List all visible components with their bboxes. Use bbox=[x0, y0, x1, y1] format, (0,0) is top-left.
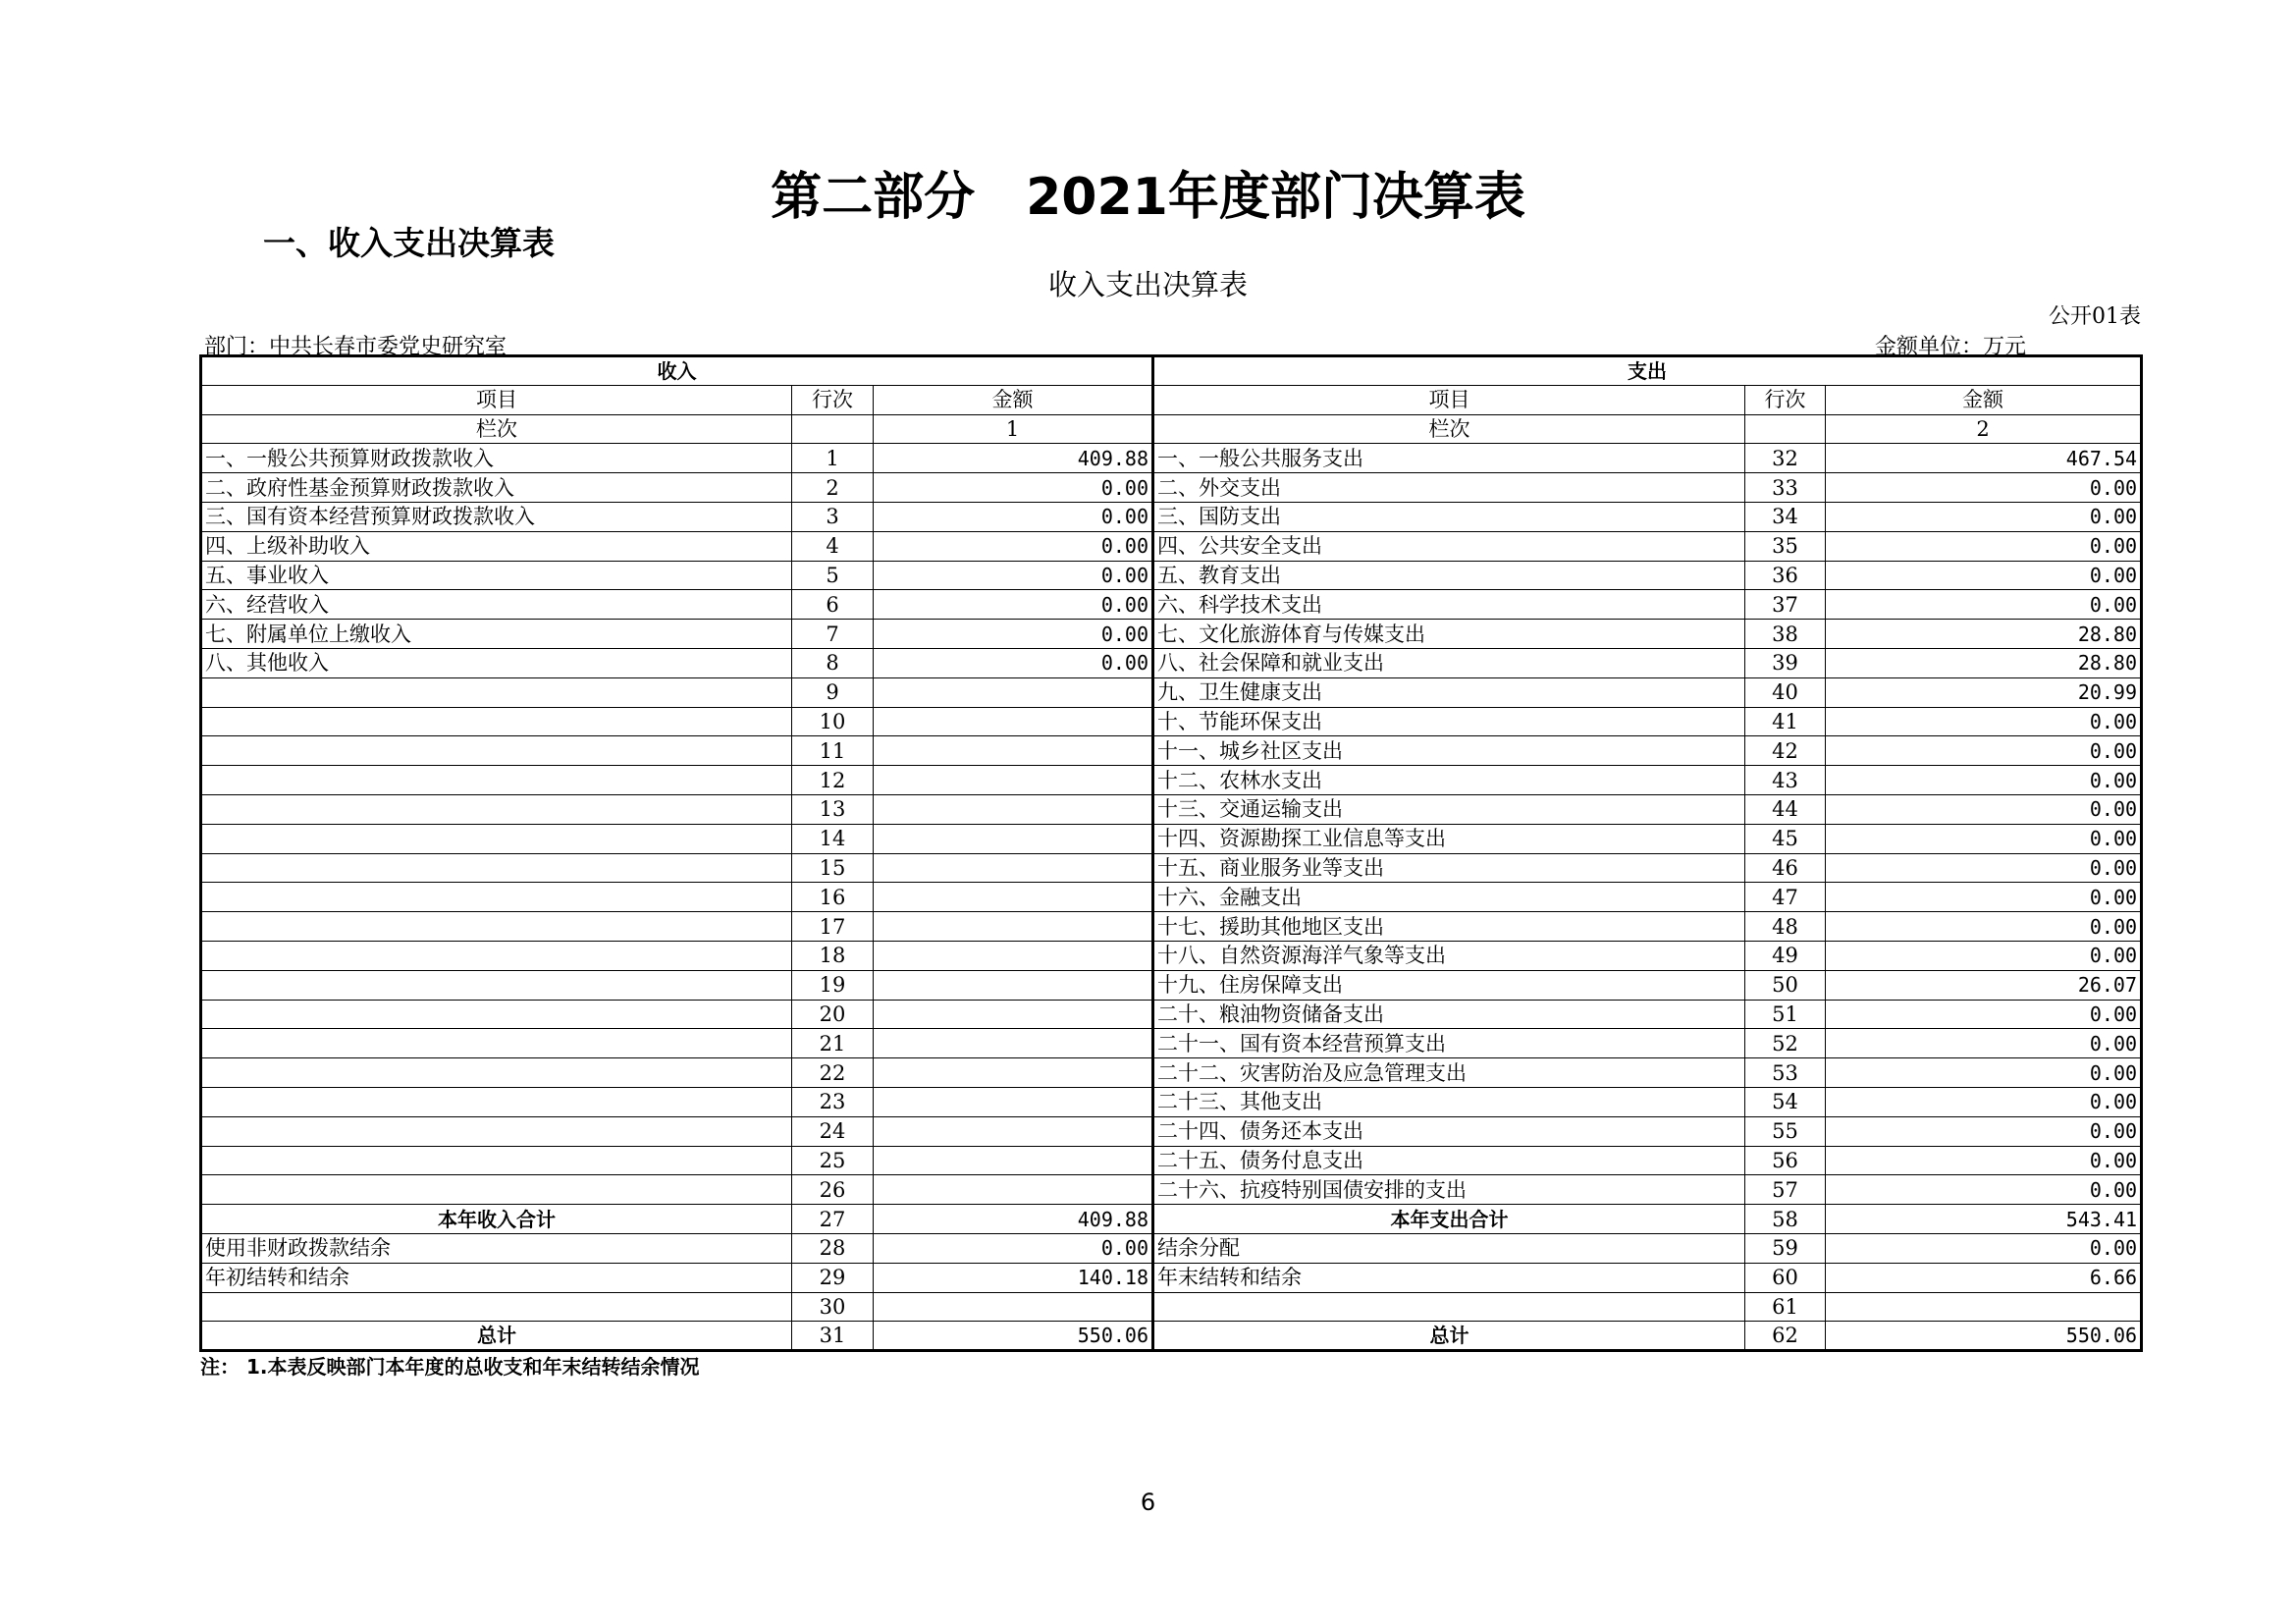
table-row bbox=[201, 912, 2142, 942]
expense-amount-cell bbox=[1826, 1292, 2142, 1322]
table-row bbox=[201, 1175, 2142, 1205]
income-rowno-cell: 24 bbox=[792, 1116, 874, 1146]
table-note: 注： 1.本表反映部门本年度的总收支和年末结转结余情况 bbox=[200, 1355, 700, 1379]
income-rowno-cell: 2 bbox=[792, 473, 874, 503]
expense-amount-cell: 467.54 bbox=[1826, 444, 2142, 473]
expense-amount-cell: 0.00 bbox=[1826, 707, 2142, 736]
expense-amount-cell: 0.00 bbox=[1826, 502, 2142, 531]
income-rowno-cell: 25 bbox=[792, 1146, 874, 1175]
expense-item-cell: 二十一、国有资本经营预算支出 bbox=[1153, 1029, 1745, 1058]
expense-item-cell: 二十五、债务付息支出 bbox=[1153, 1146, 1745, 1175]
expense-column-no-label: 栏次 bbox=[1153, 414, 1745, 444]
income-item-cell bbox=[201, 707, 792, 736]
income-rowno-cell: 20 bbox=[792, 1000, 874, 1029]
income-column-no-label: 栏次 bbox=[201, 414, 792, 444]
expense-amount-cell: 0.00 bbox=[1826, 1000, 2142, 1029]
income-rowno-cell: 31 bbox=[792, 1322, 874, 1351]
income-amount-cell: 0.00 bbox=[874, 502, 1153, 531]
expense-amount-cell: 0.00 bbox=[1826, 794, 2142, 824]
income-amount-cell: 0.00 bbox=[874, 620, 1153, 649]
income-amount-cell bbox=[874, 970, 1153, 1000]
table-row bbox=[201, 1000, 2142, 1029]
income-rowno-cell: 28 bbox=[792, 1233, 874, 1263]
income-item-cell bbox=[201, 766, 792, 795]
expense-amount-cell: 0.00 bbox=[1826, 853, 2142, 883]
expense-item-cell: 结余分配 bbox=[1153, 1233, 1745, 1263]
table-row bbox=[201, 1029, 2142, 1058]
expense-item-cell: 十二、农林水支出 bbox=[1153, 766, 1745, 795]
unit-label: 金额单位：万元 bbox=[1875, 335, 2027, 359]
expense-item-cell: 六、科学技术支出 bbox=[1153, 590, 1745, 620]
expense-amount-cell: 0.00 bbox=[1826, 1058, 2142, 1088]
expense-rowno-cell: 49 bbox=[1745, 941, 1826, 970]
table-row bbox=[201, 473, 2142, 503]
income-rowno-cell: 15 bbox=[792, 853, 874, 883]
expense-item-cell: 二十三、其他支出 bbox=[1153, 1087, 1745, 1116]
header-row-columns bbox=[201, 385, 2142, 414]
income-item-cell: 总计 bbox=[201, 1322, 792, 1351]
expense-amount-cell: 6.66 bbox=[1826, 1263, 2142, 1292]
income-rowno-cell: 3 bbox=[792, 502, 874, 531]
table-row bbox=[201, 1058, 2142, 1088]
expense-rowno-cell: 36 bbox=[1745, 561, 1826, 590]
expense-rowno-cell: 61 bbox=[1745, 1292, 1826, 1322]
table-row bbox=[201, 970, 2142, 1000]
income-rowno-cell: 4 bbox=[792, 531, 874, 561]
expense-item-cell bbox=[1153, 1292, 1745, 1322]
expense-item-cell: 二十六、抗疫特别国债安排的支出 bbox=[1153, 1175, 1745, 1205]
table-row bbox=[201, 1087, 2142, 1116]
income-item-cell bbox=[201, 1292, 792, 1322]
income-amount-cell: 0.00 bbox=[874, 590, 1153, 620]
income-item-cell bbox=[201, 794, 792, 824]
table-row bbox=[201, 883, 2142, 912]
expense-item-cell: 二十四、债务还本支出 bbox=[1153, 1116, 1745, 1146]
income-item-cell bbox=[201, 677, 792, 707]
income-item-cell bbox=[201, 883, 792, 912]
expense-item-cell: 十、节能环保支出 bbox=[1153, 707, 1745, 736]
income-rowno-cell: 14 bbox=[792, 824, 874, 853]
income-item-cell bbox=[201, 1029, 792, 1058]
income-item-cell: 年初结转和结余 bbox=[201, 1263, 792, 1292]
expense-rowno-cell: 45 bbox=[1745, 824, 1826, 853]
income-rowno-cell: 8 bbox=[792, 648, 874, 677]
table-code: 公开01表 bbox=[2049, 304, 2141, 329]
income-header: 收入 bbox=[201, 356, 1153, 386]
income-amount-cell bbox=[874, 883, 1153, 912]
expense-item-cell: 一、一般公共服务支出 bbox=[1153, 444, 1745, 473]
income-item-cell bbox=[201, 941, 792, 970]
expense-item-cell: 十七、援助其他地区支出 bbox=[1153, 912, 1745, 942]
income-item-cell: 三、国有资本经营预算财政拨款收入 bbox=[201, 502, 792, 531]
income-expense-table bbox=[199, 354, 2143, 1352]
table-row bbox=[201, 707, 2142, 736]
expense-rowno-cell: 33 bbox=[1745, 473, 1826, 503]
expense-amount-cell: 543.41 bbox=[1826, 1205, 2142, 1234]
expense-amount-cell: 550.06 bbox=[1826, 1322, 2142, 1351]
expense-item-cell: 十五、商业服务业等支出 bbox=[1153, 853, 1745, 883]
income-amount-cell bbox=[874, 1116, 1153, 1146]
table-row bbox=[201, 794, 2142, 824]
income-rowno-cell: 9 bbox=[792, 677, 874, 707]
income-item-cell bbox=[201, 1087, 792, 1116]
expense-item-cell: 二十、粮油物资储备支出 bbox=[1153, 1000, 1745, 1029]
expense-rowno-cell: 37 bbox=[1745, 590, 1826, 620]
table-row bbox=[201, 531, 2142, 561]
table-row bbox=[201, 736, 2142, 766]
expense-rowno-cell: 44 bbox=[1745, 794, 1826, 824]
expense-rowno-cell: 43 bbox=[1745, 766, 1826, 795]
expense-amount-cell: 0.00 bbox=[1826, 912, 2142, 942]
expense-item-cell: 二、外交支出 bbox=[1153, 473, 1745, 503]
income-rowno-cell: 13 bbox=[792, 794, 874, 824]
expense-rowno-cell: 47 bbox=[1745, 883, 1826, 912]
income-amount-cell bbox=[874, 707, 1153, 736]
table-row bbox=[201, 766, 2142, 795]
income-rowno-cell: 11 bbox=[792, 736, 874, 766]
expense-rowno-cell: 50 bbox=[1745, 970, 1826, 1000]
income-amount-cell: 0.00 bbox=[874, 648, 1153, 677]
table-row bbox=[201, 590, 2142, 620]
income-rowno-cell: 12 bbox=[792, 766, 874, 795]
expense-rowno-cell: 39 bbox=[1745, 648, 1826, 677]
expense-rowno-cell: 53 bbox=[1745, 1058, 1826, 1088]
income-item-cell bbox=[201, 824, 792, 853]
expense-rowno-cell: 35 bbox=[1745, 531, 1826, 561]
expense-rowno-cell: 40 bbox=[1745, 677, 1826, 707]
income-rowno-cell: 7 bbox=[792, 620, 874, 649]
income-rowno-cell: 18 bbox=[792, 941, 874, 970]
income-item-cell bbox=[201, 1000, 792, 1029]
table-row bbox=[201, 648, 2142, 677]
income-amount-cell: 0.00 bbox=[874, 561, 1153, 590]
expense-rowno-cell: 46 bbox=[1745, 853, 1826, 883]
income-rowno-cell: 22 bbox=[792, 1058, 874, 1088]
income-rowno-cell: 27 bbox=[792, 1205, 874, 1234]
expense-amount-cell: 0.00 bbox=[1826, 736, 2142, 766]
expense-item-cell: 十九、住房保障支出 bbox=[1153, 970, 1745, 1000]
expense-rowno-cell: 62 bbox=[1745, 1322, 1826, 1351]
income-amount-cell bbox=[874, 1292, 1153, 1322]
income-rowno-cell: 21 bbox=[792, 1029, 874, 1058]
expense-amount-cell: 26.07 bbox=[1826, 970, 2142, 1000]
income-amount-cell bbox=[874, 1058, 1153, 1088]
table-row bbox=[201, 1205, 2142, 1234]
income-rowno-cell: 19 bbox=[792, 970, 874, 1000]
section-title: 一、收入支出决算表 bbox=[263, 224, 555, 262]
income-rowno-cell: 17 bbox=[792, 912, 874, 942]
table-row bbox=[201, 502, 2142, 531]
expense-item-cell: 二十二、灾害防治及应急管理支出 bbox=[1153, 1058, 1745, 1088]
expense-rowno-cell: 38 bbox=[1745, 620, 1826, 649]
page-number: 6 bbox=[1140, 1489, 1156, 1516]
expense-rowno-cell: 60 bbox=[1745, 1263, 1826, 1292]
income-item-cell: 四、上级补助收入 bbox=[201, 531, 792, 561]
income-column-no-blank bbox=[792, 414, 874, 444]
expense-item-header: 项目 bbox=[1153, 385, 1745, 414]
income-amount-header: 金额 bbox=[874, 385, 1153, 414]
table-row bbox=[201, 620, 2142, 649]
expense-amount-cell: 0.00 bbox=[1826, 561, 2142, 590]
expense-rowno-cell: 54 bbox=[1745, 1087, 1826, 1116]
expense-amount-cell: 0.00 bbox=[1826, 1087, 2142, 1116]
expense-amount-cell: 0.00 bbox=[1826, 766, 2142, 795]
expense-rowno-cell: 42 bbox=[1745, 736, 1826, 766]
income-item-cell bbox=[201, 1146, 792, 1175]
expense-amount-cell: 0.00 bbox=[1826, 1175, 2142, 1205]
expense-amount-cell: 0.00 bbox=[1826, 1146, 2142, 1175]
expense-rowno-cell: 52 bbox=[1745, 1029, 1826, 1058]
page-title: 第二部分 2021年度部门决算表 bbox=[771, 168, 1525, 227]
expense-item-cell: 九、卫生健康支出 bbox=[1153, 677, 1745, 707]
income-item-cell bbox=[201, 1058, 792, 1088]
expense-amount-cell: 28.80 bbox=[1826, 620, 2142, 649]
table-row bbox=[201, 1233, 2142, 1263]
expense-item-cell: 七、文化旅游体育与传媒支出 bbox=[1153, 620, 1745, 649]
income-rowno-cell: 23 bbox=[792, 1087, 874, 1116]
expense-rowno-cell: 51 bbox=[1745, 1000, 1826, 1029]
income-rowno-cell: 29 bbox=[792, 1263, 874, 1292]
income-amount-cell bbox=[874, 677, 1153, 707]
income-amount-cell bbox=[874, 766, 1153, 795]
income-rowno-cell: 1 bbox=[792, 444, 874, 473]
income-rowno-header: 行次 bbox=[792, 385, 874, 414]
expense-item-cell: 总计 bbox=[1153, 1322, 1745, 1351]
income-item-cell: 二、政府性基金预算财政拨款收入 bbox=[201, 473, 792, 503]
expense-column-no-blank bbox=[1745, 414, 1826, 444]
income-amount-cell bbox=[874, 736, 1153, 766]
expense-item-cell: 十三、交通运输支出 bbox=[1153, 794, 1745, 824]
income-item-cell: 八、其他收入 bbox=[201, 648, 792, 677]
income-amount-cell: 140.18 bbox=[874, 1263, 1153, 1292]
expense-amount-cell: 0.00 bbox=[1826, 590, 2142, 620]
table-title: 收入支出决算表 bbox=[1047, 268, 1248, 301]
expense-amount-cell: 0.00 bbox=[1826, 1116, 2142, 1146]
income-amount-cell: 409.88 bbox=[874, 1205, 1153, 1234]
income-rowno-cell: 5 bbox=[792, 561, 874, 590]
expense-item-cell: 年末结转和结余 bbox=[1153, 1263, 1745, 1292]
table-row bbox=[201, 444, 2142, 473]
income-item-cell bbox=[201, 736, 792, 766]
income-item-cell bbox=[201, 970, 792, 1000]
income-item-cell: 六、经营收入 bbox=[201, 590, 792, 620]
income-rowno-cell: 16 bbox=[792, 883, 874, 912]
income-rowno-cell: 6 bbox=[792, 590, 874, 620]
income-amount-cell: 0.00 bbox=[874, 473, 1153, 503]
table-row bbox=[201, 853, 2142, 883]
table-row bbox=[201, 561, 2142, 590]
income-item-cell bbox=[201, 912, 792, 942]
income-amount-cell: 0.00 bbox=[874, 531, 1153, 561]
income-rowno-cell: 30 bbox=[792, 1292, 874, 1322]
income-item-cell: 五、事业收入 bbox=[201, 561, 792, 590]
expense-amount-header: 金额 bbox=[1826, 385, 2142, 414]
expense-rowno-cell: 48 bbox=[1745, 912, 1826, 942]
expense-rowno-cell: 41 bbox=[1745, 707, 1826, 736]
expense-rowno-header: 行次 bbox=[1745, 385, 1826, 414]
expense-amount-cell: 28.80 bbox=[1826, 648, 2142, 677]
expense-rowno-cell: 56 bbox=[1745, 1146, 1826, 1175]
table-row bbox=[201, 1116, 2142, 1146]
expense-rowno-cell: 57 bbox=[1745, 1175, 1826, 1205]
income-amount-cell bbox=[874, 1146, 1153, 1175]
income-item-cell bbox=[201, 1116, 792, 1146]
expense-amount-cell: 0.00 bbox=[1826, 531, 2142, 561]
income-item-cell: 本年收入合计 bbox=[201, 1205, 792, 1234]
income-amount-cell bbox=[874, 1029, 1153, 1058]
expense-amount-cell: 0.00 bbox=[1826, 883, 2142, 912]
income-amount-cell: 0.00 bbox=[874, 1233, 1153, 1263]
header-row-column-numbers bbox=[201, 414, 2142, 444]
income-amount-cell: 409.88 bbox=[874, 444, 1153, 473]
table-row bbox=[201, 1146, 2142, 1175]
expense-amount-cell: 0.00 bbox=[1826, 824, 2142, 853]
table-row bbox=[201, 824, 2142, 853]
expense-item-cell: 本年支出合计 bbox=[1153, 1205, 1745, 1234]
income-rowno-cell: 10 bbox=[792, 707, 874, 736]
expense-amount-cell: 0.00 bbox=[1826, 1029, 2142, 1058]
table-row bbox=[201, 941, 2142, 970]
expense-item-cell: 十一、城乡社区支出 bbox=[1153, 736, 1745, 766]
income-amount-cell bbox=[874, 853, 1153, 883]
expense-header: 支出 bbox=[1153, 356, 2142, 386]
income-amount-cell bbox=[874, 1000, 1153, 1029]
income-amount-cell bbox=[874, 824, 1153, 853]
table-row bbox=[201, 1292, 2142, 1322]
income-item-cell: 使用非财政拨款结余 bbox=[201, 1233, 792, 1263]
income-amount-cell bbox=[874, 912, 1153, 942]
expense-item-cell: 三、国防支出 bbox=[1153, 502, 1745, 531]
expense-item-cell: 八、社会保障和就业支出 bbox=[1153, 648, 1745, 677]
expense-rowno-cell: 34 bbox=[1745, 502, 1826, 531]
income-item-header: 项目 bbox=[201, 385, 792, 414]
income-item-cell bbox=[201, 853, 792, 883]
expense-column-no-value: 2 bbox=[1826, 414, 2142, 444]
income-item-cell bbox=[201, 1175, 792, 1205]
income-amount-cell bbox=[874, 1175, 1153, 1205]
header-row-section bbox=[201, 356, 2142, 386]
income-item-cell: 一、一般公共预算财政拨款收入 bbox=[201, 444, 792, 473]
income-amount-cell: 550.06 bbox=[874, 1322, 1153, 1351]
expense-rowno-cell: 59 bbox=[1745, 1233, 1826, 1263]
income-amount-cell bbox=[874, 941, 1153, 970]
income-item-cell: 七、附属单位上缴收入 bbox=[201, 620, 792, 649]
income-amount-cell bbox=[874, 1087, 1153, 1116]
expense-rowno-cell: 58 bbox=[1745, 1205, 1826, 1234]
expense-rowno-cell: 55 bbox=[1745, 1116, 1826, 1146]
income-amount-cell bbox=[874, 794, 1153, 824]
department-label: 部门：中共长春市委党史研究室 bbox=[204, 335, 507, 359]
expense-item-cell: 十四、资源勘探工业信息等支出 bbox=[1153, 824, 1745, 853]
expense-rowno-cell: 32 bbox=[1745, 444, 1826, 473]
expense-item-cell: 十六、金融支出 bbox=[1153, 883, 1745, 912]
expense-item-cell: 四、公共安全支出 bbox=[1153, 531, 1745, 561]
table-row bbox=[201, 677, 2142, 707]
income-rowno-cell: 26 bbox=[792, 1175, 874, 1205]
expense-amount-cell: 0.00 bbox=[1826, 941, 2142, 970]
expense-item-cell: 五、教育支出 bbox=[1153, 561, 1745, 590]
expense-amount-cell: 0.00 bbox=[1826, 473, 2142, 503]
table-row bbox=[201, 1263, 2142, 1292]
expense-amount-cell: 0.00 bbox=[1826, 1233, 2142, 1263]
table-row bbox=[201, 1322, 2142, 1351]
income-column-no-value: 1 bbox=[874, 414, 1153, 444]
expense-amount-cell: 20.99 bbox=[1826, 677, 2142, 707]
expense-item-cell: 十八、自然资源海洋气象等支出 bbox=[1153, 941, 1745, 970]
